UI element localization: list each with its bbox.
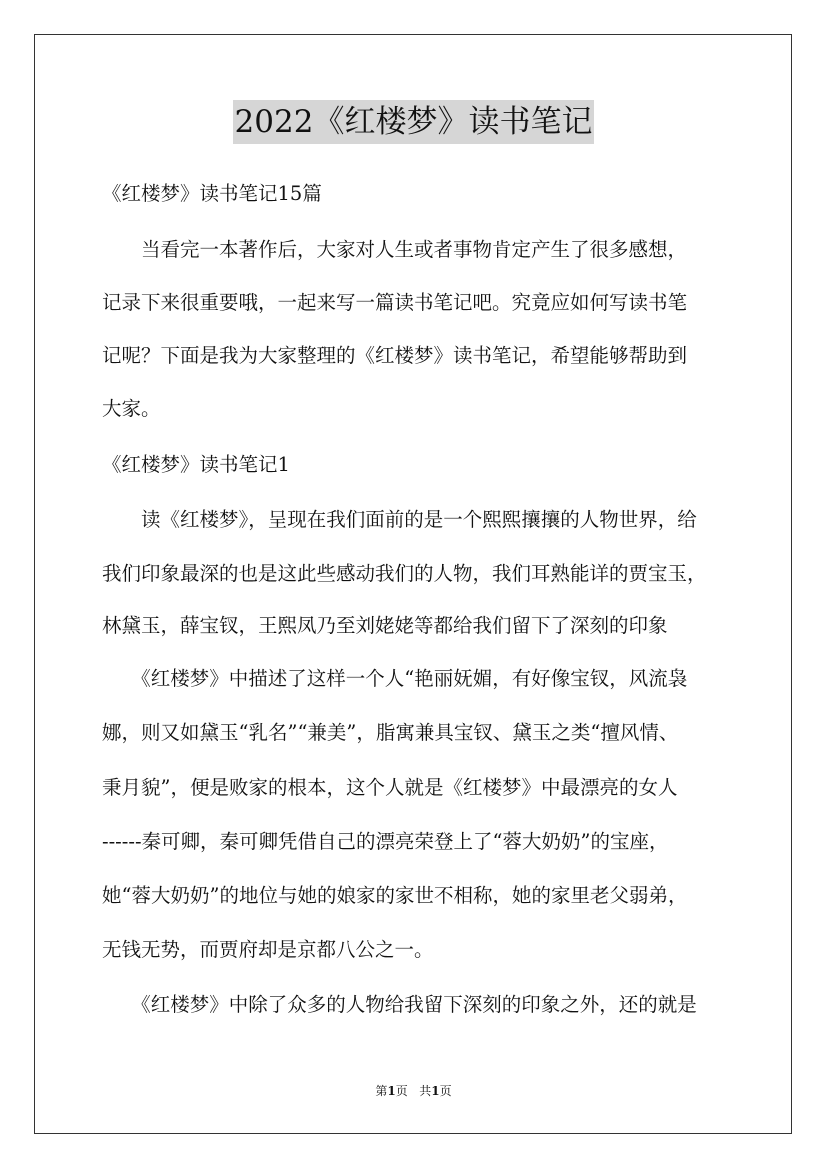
body-text-line: 记呢？下面是我为大家整理的《红楼梦》读书笔记，希望能够帮助到 (102, 344, 688, 367)
page-prefix: 第 (375, 1084, 388, 1098)
body-text-line: 无钱无势，而贾府却是京都八公之一。 (102, 938, 434, 961)
total-prefix: 共 (419, 1084, 432, 1098)
total-pages: 1 (431, 1084, 440, 1098)
section-heading-collection: 《红楼梦》读书笔记15篇 (102, 182, 322, 205)
body-text-line: 记录下来很重要哦，一起来写一篇读书笔记吧。究竟应如何写读书笔 (102, 291, 688, 314)
body-text-line: 她“蓉大奶奶”的地位与她的娘家的家世不相称，她的家里老父弱弟， (102, 884, 688, 907)
body-text-line: 秉月貌”，便是败家的根本，这个人就是《红楼梦》中最漂亮的女人 (102, 776, 678, 799)
total-suffix: 页 (439, 1084, 452, 1098)
body-text-line: 娜，则又如黛玉“乳名”“兼美”，脂寓兼具宝钗、黛玉之类“擅风情、 (102, 721, 679, 744)
body-text-line: 《红楼梦》中除了众多的人物给我留下深刻的印象之外，还的就是 (102, 993, 697, 1016)
body-text-line: 我们印象最深的也是这此些感动我们的人物，我们耳熟能详的贾宝玉， (102, 562, 707, 585)
section-heading-note-1: 《红楼梦》读书笔记1 (102, 453, 290, 476)
page-footer (0, 1083, 827, 1099)
body-text-line: 《红楼梦》中描述了这样一个人“艳丽妩媚，有好像宝钗，风流袅 (102, 667, 688, 690)
page-suffix: 页 (395, 1084, 408, 1098)
document-title: 2022《红楼梦》读书笔记 (233, 100, 595, 144)
body-text-line: 大家。 (102, 397, 161, 420)
title-container (0, 100, 827, 144)
page-number: 1 (387, 1084, 396, 1098)
body-text-line: ------秦可卿，秦可卿凭借自己的漂亮荣登上了“蓉大奶奶”的宝座， (102, 830, 669, 853)
body-text-line: 读《红楼梦》，呈现在我们面前的是一个熙熙攘攘的人物世界，给 (102, 508, 697, 531)
body-text-line: 当看完一本著作后，大家对人生或者事物肯定产生了很多感想， (102, 238, 688, 261)
body-text-line: 林黛玉，薛宝钗，王熙凤乃至刘姥姥等都给我们留下了深刻的印象 (102, 614, 668, 637)
